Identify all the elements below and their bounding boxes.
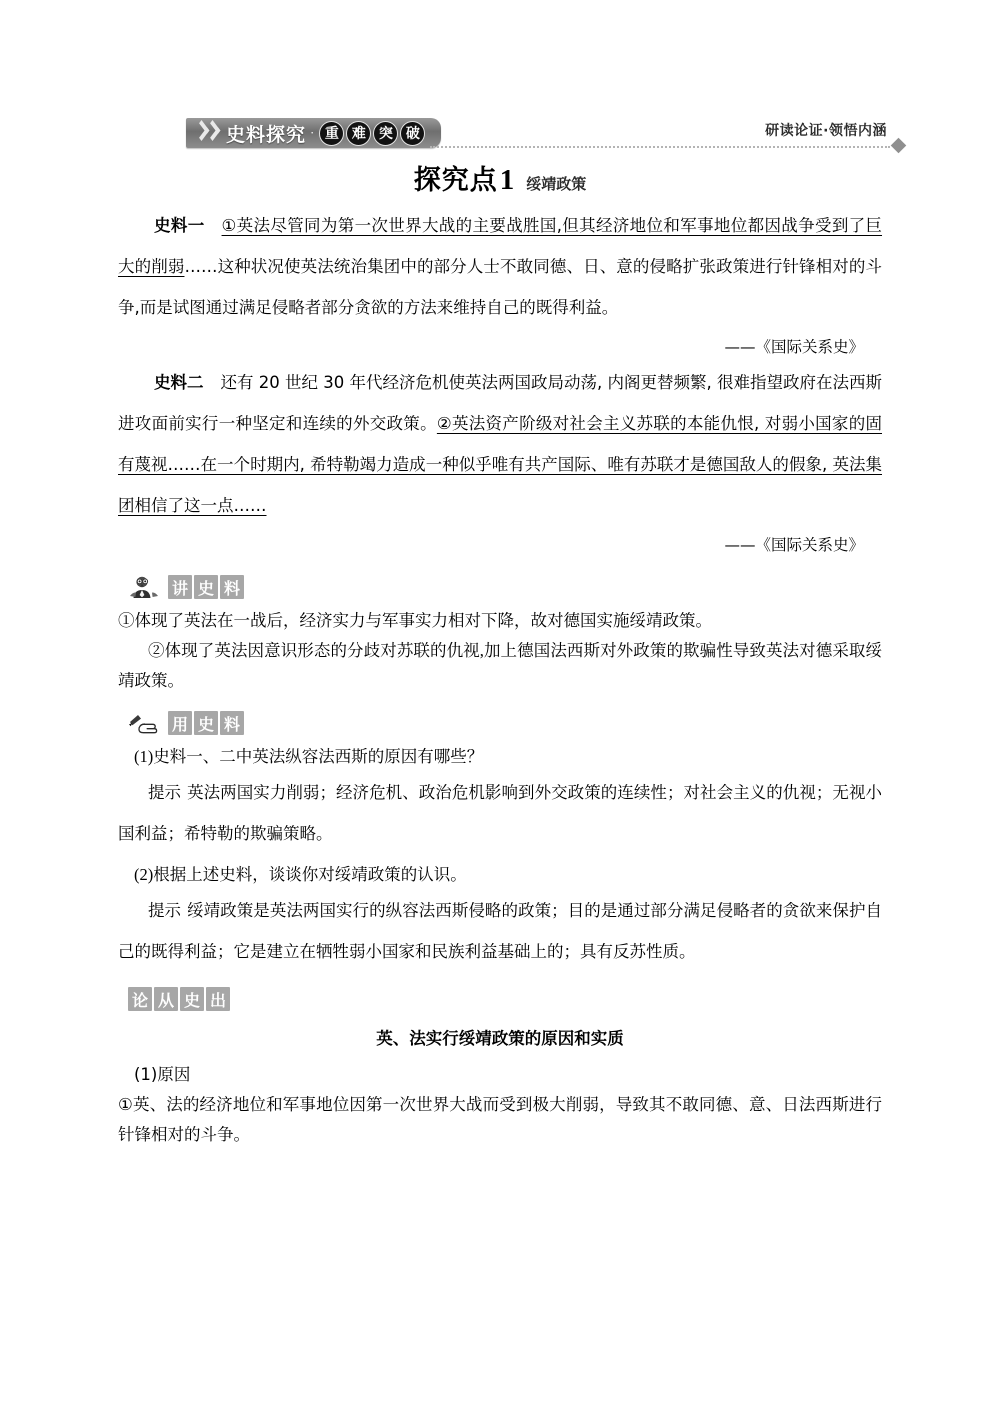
banner-title-left: 史料探究 [226, 123, 307, 146]
tag-char: 出 [206, 987, 230, 1011]
conclusion-paragraph: ①英、法的经济地位和军事地位因第一次世界大战而受到极大削弱，导致其不敢同德、意、日法西斯进行针锋相对的斗争。 [118, 1095, 882, 1144]
tag-char: 料 [220, 575, 244, 599]
section-banner [0, 118, 1000, 158]
apply-tip-2 [118, 890, 882, 972]
apply-section-header [128, 710, 882, 736]
source-label-2: 史料二 [154, 373, 204, 392]
apply-question-1: (1)史料一、二中英法纵容法西斯的原因有哪些？ [134, 747, 484, 766]
source-label-1: 史料一 [154, 216, 205, 235]
tip-text: 英法两国实力削弱；经济危机、政治危机影响到外交政策的连续性；对社会主义的仇视；无视小国利益；希特勒的欺骗策略。 [118, 783, 883, 843]
apply-tag-boxes [168, 711, 244, 735]
tip-label: 提示 [148, 901, 182, 920]
double-chevron-icon [194, 122, 220, 144]
conclusion-tag-boxes [128, 987, 230, 1011]
conclusion-subhead: (1)原因 [134, 1065, 191, 1084]
source-1-rest-text: ……这种状况使英法统治集团中的部分人士不敢同德、日、意的侵略扩张政策进行针锋相对的斗争,而是试图通过满足侵略者部分贪欲的方法来维持自己的既得利益。 [118, 257, 883, 317]
banner-separator-dot: · [310, 125, 315, 140]
source-1-attribution: ——《国际关系史》 [724, 338, 864, 356]
conclusion-section-header [128, 986, 882, 1012]
banner-pill-group [319, 121, 425, 146]
section-heading-text: 探究点 [413, 165, 498, 196]
banner-pill: 难 [346, 121, 371, 146]
banner-pill: 破 [400, 121, 425, 146]
banner-tagline: 研读论证·领悟内涵 [765, 123, 887, 139]
banner-tab [186, 118, 441, 148]
section-number: 1 [499, 164, 515, 196]
explain-note-2: ②体现了英法因意识形态的分歧对苏联的仇视,加上德国法西斯对外政策的欺骗性导致英法对德采取绥靖政策。 [118, 641, 882, 690]
teacher-icon [128, 575, 160, 599]
tag-char: 从 [154, 987, 178, 1011]
tag-char: 用 [168, 711, 192, 735]
tip-text: 绥靖政策是英法两国实行的纵容法西斯侵略的政策；目的是通过部分满足侵略者的贪欲来保护自己的既得利益；它是建立在牺牲弱小国家和民族利益基础上的；具有反苏性质。 [118, 901, 883, 961]
tag-char: 讲 [168, 575, 192, 599]
section-subtitle: 绥靖政策 [526, 175, 587, 193]
tag-char: 史 [194, 711, 218, 735]
apply-tip-1 [118, 772, 882, 854]
source-paragraph-1 [118, 205, 882, 328]
page-title [0, 158, 1000, 197]
source-2-attribution: ——《国际关系史》 [724, 536, 864, 554]
tag-char: 史 [180, 987, 204, 1011]
apply-question-2: (2)根据上述史料，谈谈你对绥靖政策的认识。 [134, 865, 467, 884]
conclusion-title: 英、法实行绥靖政策的原因和实质 [376, 1029, 624, 1048]
explain-tag-boxes [168, 575, 244, 599]
source-1-underlined-text: ①英法尽管同为第一次世界大战的主要战胜国,但其经济地位和军事地位都因战争受到了巨大的削弱 [118, 216, 883, 276]
tag-char: 论 [128, 987, 152, 1011]
explain-section-header [128, 574, 882, 600]
tag-char: 料 [220, 711, 244, 735]
source-2-plain-text: 还有 20 世纪 30 年代经济危机使英法两国政局动荡, 内阁更替频繁, 很难指望政府在法西斯进攻面前实行一种坚定和连续的外交政策。 [118, 373, 883, 433]
tag-char: 史 [194, 575, 218, 599]
tip-label: 提示 [148, 783, 182, 802]
source-paragraph-2 [118, 362, 882, 526]
banner-pill: 突 [373, 121, 398, 146]
document-body [118, 205, 882, 1150]
hand-pen-icon [128, 711, 160, 735]
source-2-underlined-text: ②英法资产阶级对社会主义苏联的本能仇恨, 对弱小国家的固有蔑视……在一个时期内, 希特勒竭力造成一种似乎唯有共产国际、唯有苏联才是德国敌人的假象, 英法集团相信了这一点…… [118, 414, 882, 515]
banner-diamond-icon [891, 138, 907, 154]
banner-pill: 重 [319, 121, 344, 146]
explain-note-1: ①体现了英法在一战后，经济实力与军事实力相对下降，故对德国实施绥靖政策。 [118, 611, 712, 630]
banner-dotted-rule [430, 146, 890, 148]
